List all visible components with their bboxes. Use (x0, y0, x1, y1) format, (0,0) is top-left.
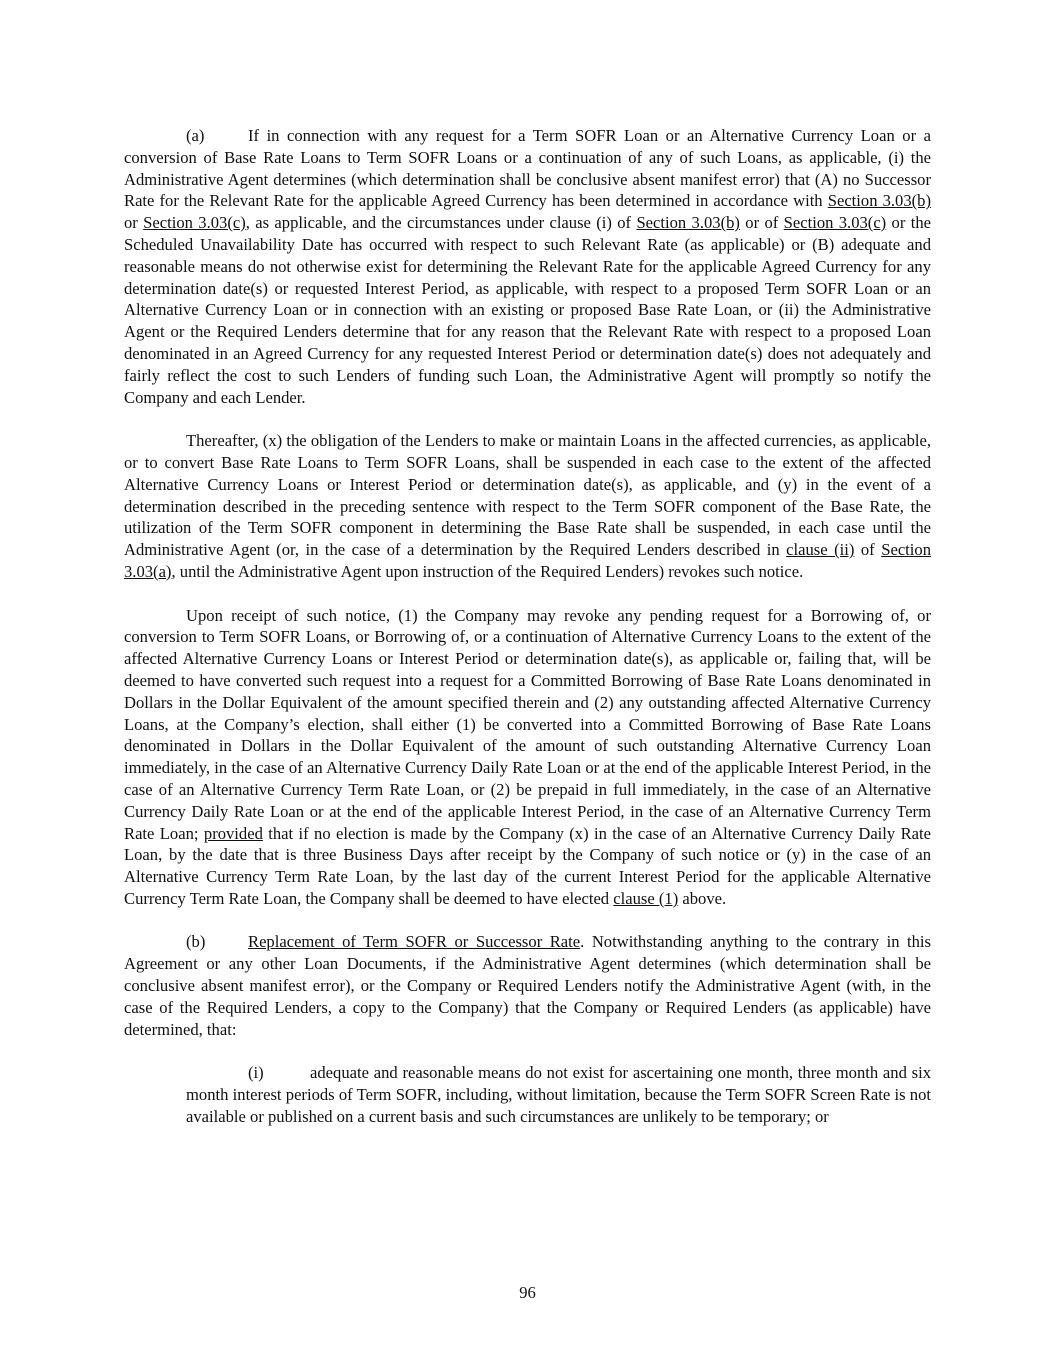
paragraph-b-heading: Replacement of Term SOFR or Successor Rate (248, 932, 581, 952)
provided-term: provided (203, 823, 263, 843)
section-reference: Section 3.03(c) (783, 213, 887, 233)
section-reference: Section 3.03(c) (143, 213, 246, 233)
section-reference: Section 3.03(a) (124, 540, 931, 581)
clause-reference: clause (1) (613, 888, 679, 908)
paragraph-i-label: (i) (248, 1063, 264, 1083)
paragraph-b-label: (b) (186, 932, 206, 952)
page-number: 96 (519, 1283, 536, 1302)
paragraph-a-label: (a) (186, 126, 205, 145)
section-reference: Section 3.03(b) (636, 213, 740, 233)
paragraph-upon-receipt: Upon receipt of such notice, (1) the Company may revoke any pending request for a Borrowing of, or conversion to Term SOFR Loans, or Borrowing of, or a continuation of Alternative Currency Loans to the extent of the affected Alternative Currency Loans or Interest Period or determination date(s), as applicable or, failing that, will be deemed to have converted such request into a request for a Committed Borrowing of Base Rate Loans denominated in Dollars in the Dollar Equivalent of the amount specified therein and (2) any outstanding affected Alternative Currency Loans, at the Company’s election, shall either (1) be converted into a Committed Borrowing of Base Rate Loans denominated in Dollars in the Dollar Equivalent of the amount of such outstanding Alternative Currency Loan immediately, in the case of an Alternative Currency Daily Rate Loan or at the end of the applicable Interest Period, in the case of an Alternative Currency Term Rate Loan, or (2) be prepaid in full immediately, in the case of an Alternative Currency Daily Rate Loan or at the end of the applicable Interest Period, in the case of an Alternative Currency Term Rate Loan; provided that if no election is made by the Company (x) in the case of an Alternative Currency Daily Rate Loan, by the date that is three Business Days after receipt by the Company of such notice or (y) in the case of an Alternative Currency Term Rate Loan, by the last day of the current Interest Period for the applicable Alternative Currency Term Rate Loan, the Company shall be deemed to have elected clause (1) above. (124, 605, 931, 908)
clause-reference: clause (ii) (786, 540, 855, 560)
paragraph-i: (i) adequate and reasonable means do not exist for ascertaining one month, three month and six month interest periods of Term SOFR, including, without limitation, because the Term SOFR Screen Rate is not available or published on a current basis and such circumstances are unlikely to be temporary; or (186, 1063, 931, 1126)
paragraph-b: (b) Replacement of Term SOFR or Successor Rate. Notwithstanding anything to the contrary in this Agreement or any other Loan Documents, if the Administrative Agent determines (which determination shall be conclusive absent manifest error), or the Company or Required Lenders notify the Administrative Agent (with, in the case of the Required Lenders, a copy to the Company) that the Company or Required Lenders (as applicable) have determined, that: (124, 932, 931, 1039)
section-reference: Section 3.03(b) (827, 191, 931, 211)
paragraph-thereafter: Thereafter, (x) the obligation of the Lenders to make or maintain Loans in the affected currencies, as applicable, or to convert Base Rate Loans to Term SOFR Loans, shall be suspended in each case to the extent of the affected Alternative Currency Loans or Interest Period or determination date(s), as applicable, and (y) in the event of a determination described in the preceding sentence with respect to the Term SOFR component of the Base Rate, the utilization of the Term SOFR component in determining the Base Rate shall be suspended, in each case until the Administrative Agent (or, in the case of a determination by the Required Lenders described in clause (ii) of Section 3.03(a), until the Administrative Agent upon instruction of the Required Lenders) revokes such notice. (124, 431, 931, 581)
document-body (124, 125, 931, 1149)
paragraph-a: (a) If in connection with any request for a Term SOFR Loan or an Alternative Currency Loan or a conversion of Base Rate Loans to Term SOFR Loans or a continuation of any of such Loans, as applicable, (i) the Administrative Agent determines (which determination shall be conclusive absent manifest error) that (A) no Successor Rate for the Relevant Rate for the applicable Agreed Currency has been determined in accordance with Section 3.03(b) or Section 3.03(c), as applicable, and the circumstances under clause (i) of Section 3.03(b) or of Section 3.03(c) or the Scheduled Unavailability Date has occurred with respect to such Relevant Rate (as applicable) or (B) adequate and reasonable means do not otherwise exist for determining the Relevant Rate for the applicable Agreed Currency for any determination date(s) or requested Interest Period, as applicable, with respect to a proposed Term SOFR Loan or an Alternative Currency Loan or in connection with an existing or proposed Base Rate Loan, or (ii) the Administrative Agent or the Required Lenders determine that for any reason that the Relevant Rate with respect to a proposed Loan denominated in an Agreed Currency for any requested Interest Period or determination date(s) does not adequately and fairly reflect the cost to such Lenders of funding such Loan, the Administrative Agent will promptly so notify the Company and each Lender. (124, 126, 931, 407)
